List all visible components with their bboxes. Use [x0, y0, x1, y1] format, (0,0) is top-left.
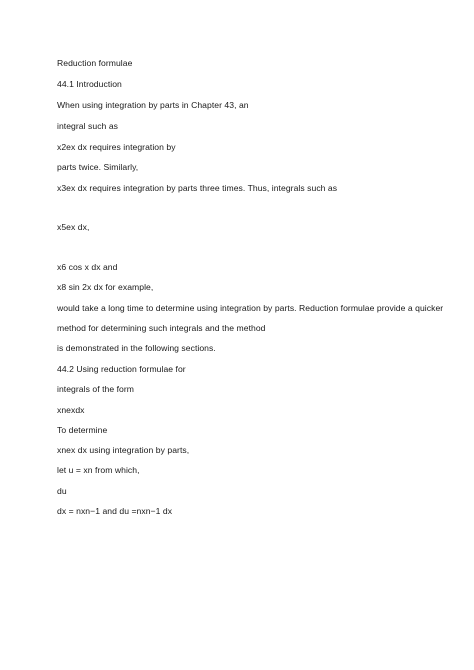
section-heading: 44.1 Introduction	[57, 79, 122, 89]
text-line: dx = nxn−1 and du =nxn−1 dx	[57, 506, 173, 516]
text-line: let u = xn from which,	[57, 465, 140, 475]
text-line: x8 sin 2x dx for example,	[57, 282, 154, 292]
text-line: method for determining such integrals and the method	[57, 323, 266, 333]
section-heading: 44.2 Using reduction formulae for	[57, 364, 186, 374]
text-line: integral such as	[57, 121, 118, 131]
text-line: To determine	[57, 425, 108, 435]
text-line: xnexdx	[57, 405, 85, 415]
text-line: parts twice. Similarly,	[57, 162, 139, 172]
text-line: x2ex dx requires integration by	[57, 142, 176, 152]
text-line: x6 cos x dx and	[57, 262, 118, 272]
text-line: du	[57, 486, 67, 496]
text-line: x5ex dx,	[57, 222, 90, 232]
text-line: When using integration by parts in Chapter 43, an	[57, 100, 249, 110]
text-line: x3ex dx requires integration by parts three times. Thus, integrals such as	[57, 183, 338, 193]
text-line: is demonstrated in the following sections.	[57, 343, 216, 353]
text-line: would take a long time to determine using integration by parts. Reduction formulae provide a quicker	[57, 303, 444, 313]
text-line: integrals of the form	[57, 384, 134, 394]
document-title: Reduction formulae	[57, 58, 133, 68]
text-line: xnex dx using integration by parts,	[57, 445, 190, 455]
